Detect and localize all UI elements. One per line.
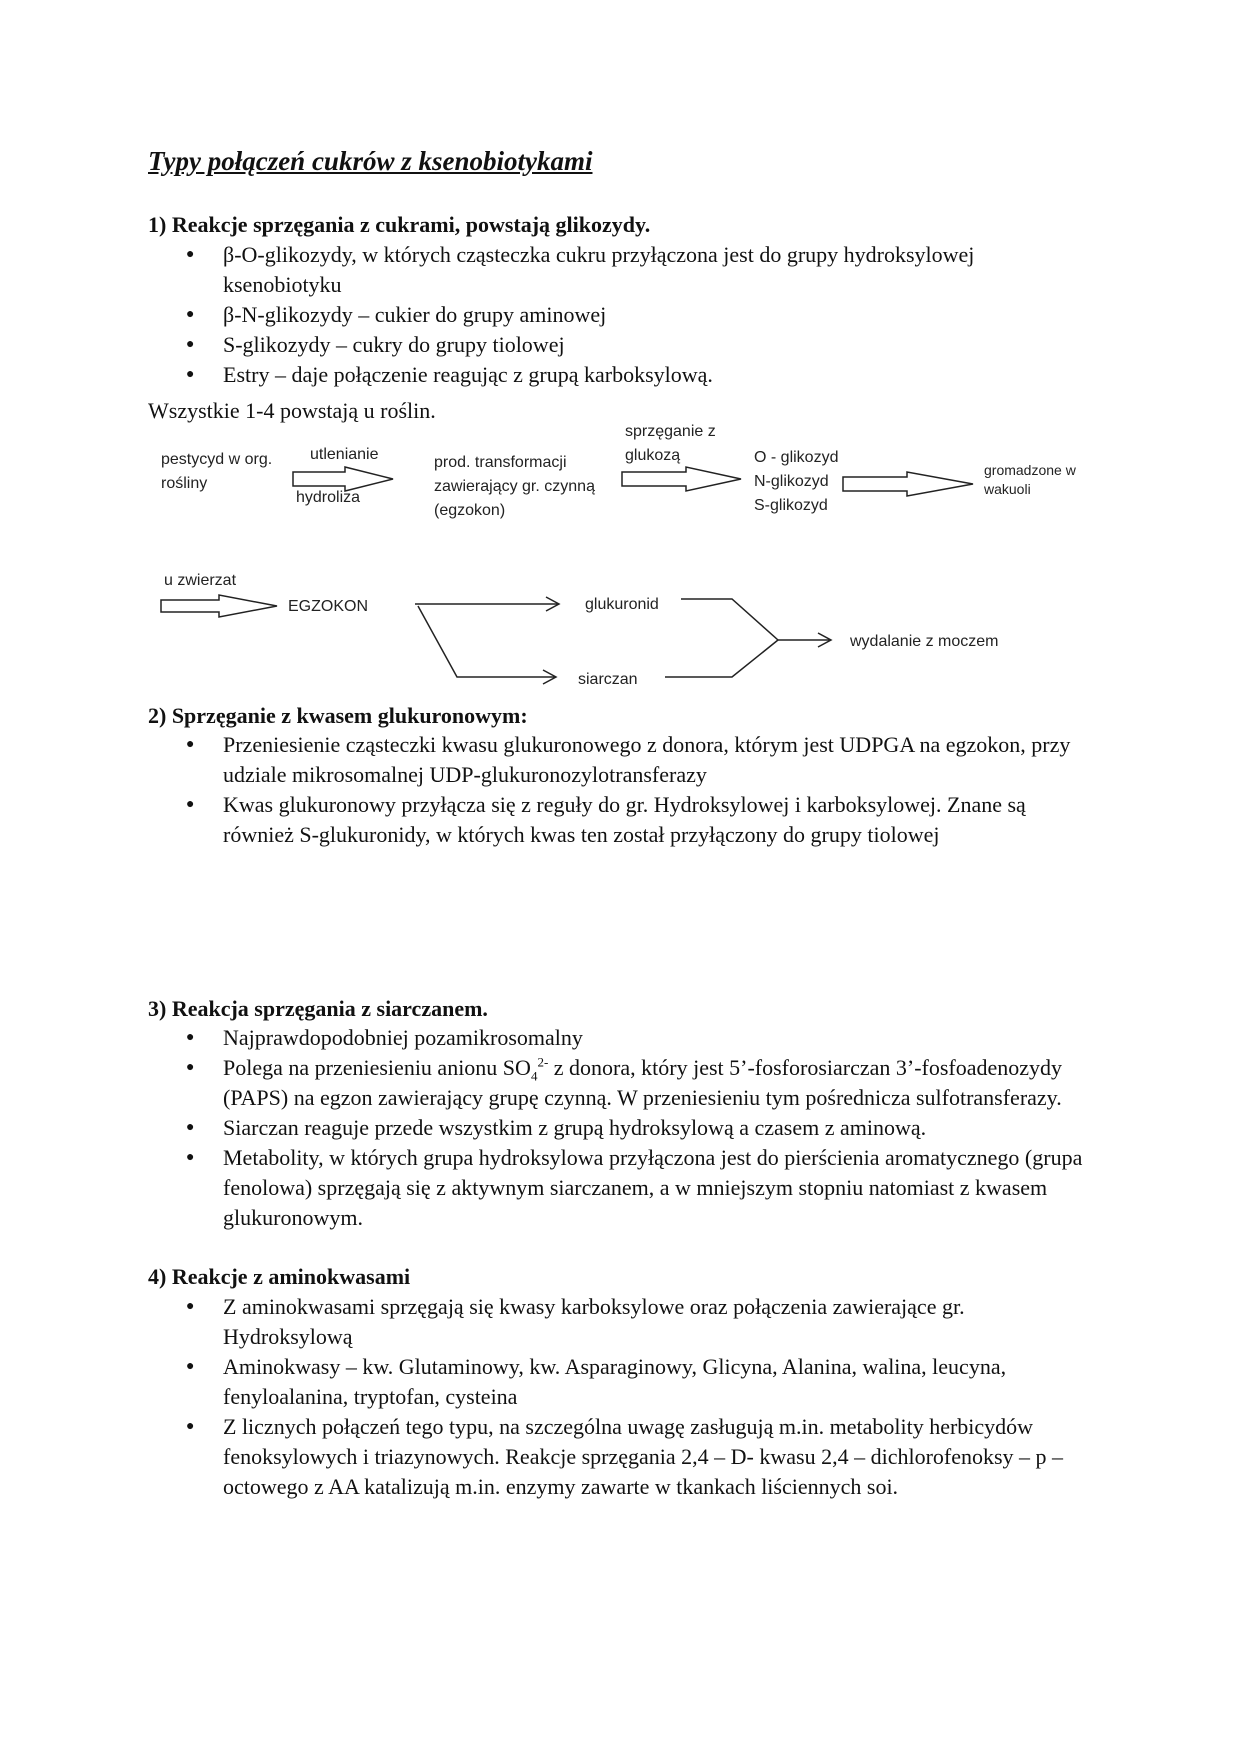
list-item: ● β-N-glikozydy – cukier do grupy aminowej xyxy=(148,300,1088,330)
diagram-middle-label: prod. transformacji zawierający gr. czynną (egzokon) xyxy=(434,454,595,519)
list-item: ● Przeniesienie cząsteczki kwasu glukuronowego z donora, którym jest UDPGA na egzokon, przy udziale mikrosomalnej UDP-glukuronozylotransferazy xyxy=(148,730,1088,790)
block-arrow-glucose xyxy=(622,467,741,491)
sulfate-charge: 2- xyxy=(537,1054,549,1070)
sulfate-subscript: 4 xyxy=(530,1068,538,1084)
siarczan-label: siarczan xyxy=(578,671,638,688)
list-item: ● Kwas glukuronowy przyłącza się z reguły do gr. Hydroksylowej i karboksylowej. Znane są również S-glukuronidy, w których kwas ten został przyłączony do grupy tiolowej xyxy=(148,790,1088,850)
glycoside-n-label: N-glikozyd xyxy=(754,473,829,490)
excretion-label: wydalanie z moczem xyxy=(850,633,999,650)
list-item: ● Z licznych połączeń tego typu, na szczególna uwagę zasługują m.in. metabolity herbicydów fenoksylowych i triazynowych. Reakcje sprzęgania 2,4 – D- kwasu 2,4 – dichlorofenoksy – p – octowego z AA katalizują m.in. enzymy zawarte w tkankach liściennych soi. xyxy=(148,1412,1088,1502)
list-item: ● Aminokwasy – kw. Glutaminowy, kw. Asparaginowy, Glicyna, Alanina, walina, leucyna, fenyloalanina, tryptofan, cysteina xyxy=(148,1352,1088,1412)
glycoside-o-label: O - glikozyd xyxy=(754,449,839,466)
section-3-list xyxy=(148,1023,1088,1233)
section-3-heading: 3) Reakcja sprzęgania z siarczanem. xyxy=(148,996,488,1021)
egzokon-node: EGZOKON xyxy=(288,598,369,615)
block-arrow-animals xyxy=(161,595,277,617)
list-item: ● Z aminokwasami sprzęgają się kwasy karboksylowe oraz połączenia zawierające gr. Hydroksylową xyxy=(148,1292,1088,1352)
arrow-label-oxidation: utlenianie xyxy=(310,446,379,463)
arrow-label-glucose: sprzęganie z glukozą xyxy=(625,423,716,464)
line-to-siarczan xyxy=(418,606,555,677)
section-4-list xyxy=(148,1292,1088,1502)
glycoside-s-label: S-glikozyd xyxy=(754,497,828,514)
section-4-heading: 4) Reakcje z aminokwasami xyxy=(148,1264,411,1289)
section-2-heading: 2) Sprzęganie z kwasem glukuronowym: xyxy=(148,703,528,728)
section-2-list xyxy=(148,730,1088,850)
list-item xyxy=(148,1053,1088,1113)
list-item: ● Siarczan reaguje przede wszystkim z grupą hydroksylową a czasem z aminową. xyxy=(148,1113,1088,1143)
list-item: ● Metabolity, w których grupa hydroksylowa przyłączona jest do pierścienia aromatycznego (grupa fenolowa) sprzęgają się z aktywnym siarczanem, a w mniejszym stopniu natomiast z kwasem glukuronowym. xyxy=(148,1143,1088,1233)
diagram-end-label: gromadzone w wakuoli xyxy=(984,462,1076,497)
block-arrow-vacuole xyxy=(843,472,973,496)
section-1-heading: 1) Reakcje sprzęgania z cukrami, powstają glikozydy. xyxy=(148,212,651,237)
diagram-start-label: pestycyd w org. rośliny xyxy=(161,451,273,492)
line-merge-bottom xyxy=(665,640,778,677)
list-item: ● β-O-glikozydy, w których cząsteczka cukru przyłączona jest do grupy hydroksylowej ksenobiotyku xyxy=(148,240,1088,300)
arrow-label-hydrolysis: hydroliza xyxy=(296,489,361,506)
list-item: ● Estry – daje połączenie reagując z grupą karboksylową. xyxy=(148,360,1088,390)
line-merge-top xyxy=(681,599,778,640)
glukuronid-label: glukuronid xyxy=(585,596,659,613)
list-item: ● S-glikozydy – cukry do grupy tiolowej xyxy=(148,330,1088,360)
sulfate-text-b: z donora, który jest 5’-fosforosiarczan 3’-fosfoadenozydy (PAPS) na egzon zawierający grupę czynną. W przeniesieniu tym pośrednicza sulfotransferazy. xyxy=(223,1055,1063,1110)
sulfate-text-a: Polega na przeniesieniu anionu SO xyxy=(223,1055,531,1080)
list-item: ● Najprawdopodobniej pozamikrosomalny xyxy=(148,1023,1088,1053)
animals-label: u zwierzat xyxy=(164,572,237,589)
section-1-note: Wszystkie 1-4 powstają u roślin. xyxy=(148,398,436,423)
page-title: Typy połączeń cukrów z ksenobiotykami xyxy=(148,146,593,176)
